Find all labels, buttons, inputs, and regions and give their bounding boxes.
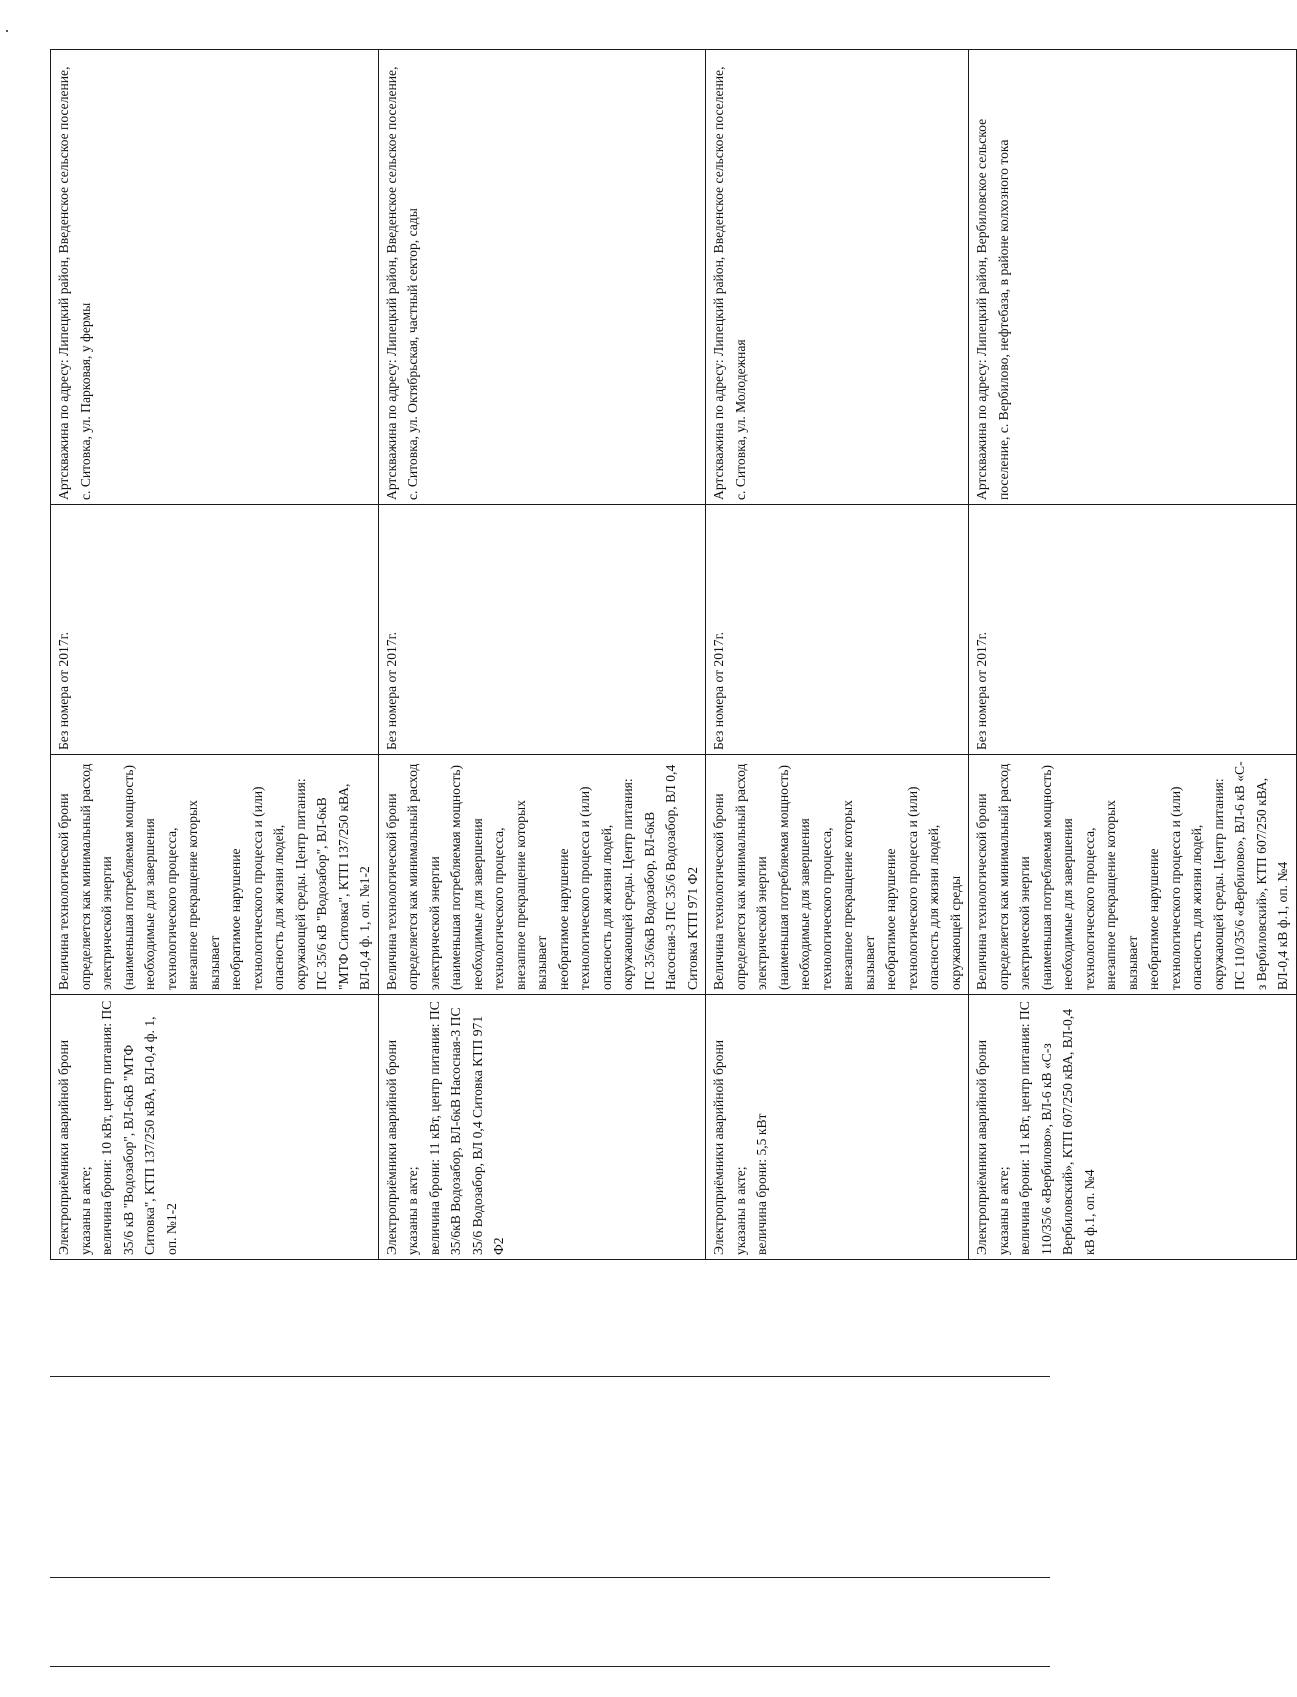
cell-technological: Величина технологической брони определяется как минимальный расход электрической энергии (наименьшая потребляемая мощность) необходимые для завершения технологического процесса, внезапное прекращение которых вызывает необратимое нарушение технологического процесса и (или) опасность для жизни людей, окружающей среды. Центр питания: ПС 35/6кВ Водозабор, ВЛ-6кВ Насосная-3 ПС 35/6 Водозабор, ВЛ 0,4 Ситовка КТП 971 Ф2 [378, 755, 706, 995]
reservation-table [50, 49, 1297, 1260]
cell-location: Артскважина по адресу: Липецкий район, Введенское сельское поселение, с. Ситовка, ул. Молодежная [706, 50, 969, 505]
cell-document: Без номера от 2017г. [969, 505, 1297, 755]
cell-emergency: Электроприёмники аварийной брони указаны в акте; величина брони: 5,5 кВт [706, 995, 969, 1260]
rotated-table [50, 50, 1290, 1260]
divider-line [50, 1376, 1050, 1377]
table-row [706, 50, 969, 1260]
cell-emergency: Электроприёмники аварийной брони указаны в акте; величина брони: 10 кВт, центр питания: ПС 35/6 кВ "Водозабор", ВЛ-6кВ "МТФ Ситовка", КТП 137/250 кВА, ВЛ-0,4 ф. 1, оп. №1-2 [51, 995, 379, 1260]
cell-document: Без номера от 2017г. [706, 505, 969, 755]
cell-document: Без номера от 2017г. [51, 505, 379, 755]
cell-location: Артскважина по адресу: Липецкий район, Введенское сельское поселение, с. Ситовка, ул. Октябрьская, частный сектор, сады [378, 50, 706, 505]
cell-emergency: Электроприёмники аварийной брони указаны в акте; величина брони: 11 кВт, центр питания: ПС 110/35/6 «Вербилово», ВЛ-6 кВ «С-з Вербиловский», КТП 607/250 кВА, ВЛ-0,4 кВ ф.1, оп. №4 [969, 995, 1297, 1260]
cell-technological: Величина технологической брони определяется как минимальный расход электрической энергии (наименьшая потребляемая мощность) необходимые для завершения технологического процесса, внезапное прекращение которых вызывает необратимое нарушение технологического процесса и (или) опасность для жизни людей, окружающей среды. Центр питания: ПС 35/6 кВ "Водозабор", ВЛ-6кВ "МТФ Ситовка", КТП 137/250 кВА, ВЛ-0,4 ф. 1, оп. №1-2 [51, 755, 379, 995]
cell-document: Без номера от 2017г. [378, 505, 706, 755]
cell-location: Артскважина по адресу: Липецкий район, Вербиловское сельское поселение, с. Вербилово, нефтебаза, в районе колхозного тока [969, 50, 1297, 505]
cell-location: Артскважина по адресу: Липецкий район, Введенское сельское поселение, с. Ситовка, ул. Парковая, у фермы [51, 50, 379, 505]
divider-line [50, 1577, 1050, 1578]
cell-emergency: Электроприёмники аварийной брони указаны в акте; величина брони: 11 кВт, центр питания: ПС 35/6кВ Водозабор, ВЛ-6кВ Насосная-3 ПС 35/6 Водозабор, ВЛ 0,4 Ситовка КТП 971 Ф2 [378, 995, 706, 1260]
scan-speck [6, 30, 8, 32]
cell-technological: Величина технологической брони определяется как минимальный расход электрической энергии (наименьшая потребляемая мощность) необходимые для завершения технологического процесса, внезапное прекращение которых вызывает необратимое нарушение технологического процесса и (или) опасность для жизни людей, окружающей среды [706, 755, 969, 995]
table-row [969, 50, 1297, 1260]
table-row [378, 50, 706, 1260]
divider-line [50, 1666, 1050, 1667]
rotated-table-container [50, 50, 1290, 1255]
table-row [51, 50, 379, 1260]
cell-technological: Величина технологической брони определяется как минимальный расход электрической энергии (наименьшая потребляемая мощность) необходимые для завершения технологического процесса, внезапное прекращение которых вызывает необратимое нарушение технологического процесса и (или) опасность для жизни людей, окружающей среды. Центр питания: ПС 110/35/6 «Вербилово», ВЛ-6 кВ «С-з Вербиловский», КТП 607/250 кВА, ВЛ-0,4 кВ ф.1, оп. №4 [969, 755, 1297, 995]
